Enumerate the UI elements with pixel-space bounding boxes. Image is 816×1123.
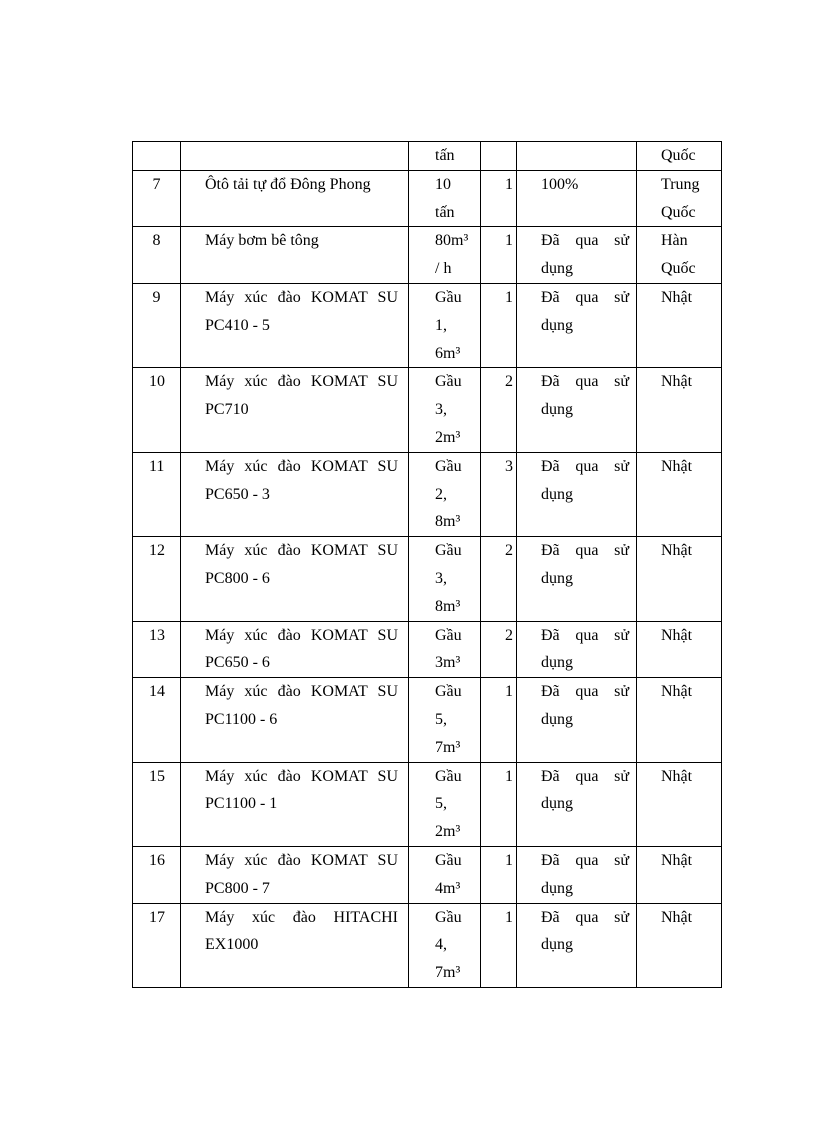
origin-cell: Nhật bbox=[637, 283, 722, 367]
equipment-name-cell: Máy bơm bê tông bbox=[181, 227, 409, 284]
quantity-cell: 1 bbox=[481, 762, 517, 846]
equipment-name-cell: Máy xúc đào KOMAT SU PC1100 - 1 bbox=[181, 762, 409, 846]
origin-cell: Nhật bbox=[637, 678, 722, 762]
table-row bbox=[133, 903, 722, 987]
row-number-cell: 13 bbox=[133, 621, 181, 678]
spec-cell: Gầu 3, 8m³ bbox=[409, 537, 481, 621]
row-number-cell: 9 bbox=[133, 283, 181, 367]
spec-cell: Gầu 4m³ bbox=[409, 846, 481, 903]
origin-cell: Nhật bbox=[637, 452, 722, 536]
row-number-cell: 17 bbox=[133, 903, 181, 987]
status-cell: Đã qua sử dụng bbox=[517, 283, 637, 367]
quantity-cell: 1 bbox=[481, 283, 517, 367]
row-number-cell: 15 bbox=[133, 762, 181, 846]
table-row bbox=[133, 283, 722, 367]
spec-cell: tấn bbox=[409, 142, 481, 171]
spec-cell: Gầu 5, 2m³ bbox=[409, 762, 481, 846]
status-cell: Đã qua sử dụng bbox=[517, 452, 637, 536]
quantity-cell: 1 bbox=[481, 170, 517, 227]
origin-cell: Hàn Quốc bbox=[637, 227, 722, 284]
table-row bbox=[133, 227, 722, 284]
table-row bbox=[133, 537, 722, 621]
equipment-name-cell: Ôtô tải tự đổ Đông Phong bbox=[181, 170, 409, 227]
row-number-cell: 8 bbox=[133, 227, 181, 284]
quantity-cell: 1 bbox=[481, 903, 517, 987]
origin-cell: Nhật bbox=[637, 368, 722, 452]
table-row bbox=[133, 846, 722, 903]
spec-cell: 80m³ / h bbox=[409, 227, 481, 284]
origin-cell: Quốc bbox=[637, 142, 722, 171]
spec-cell: 10 tấn bbox=[409, 170, 481, 227]
equipment-name-cell: Máy xúc đào KOMAT SU PC650 - 3 bbox=[181, 452, 409, 536]
quantity-cell: 2 bbox=[481, 621, 517, 678]
row-number-cell: 14 bbox=[133, 678, 181, 762]
equipment-name-cell bbox=[181, 142, 409, 171]
equipment-name-cell: Máy xúc đào KOMAT SU PC410 - 5 bbox=[181, 283, 409, 367]
table-row bbox=[133, 621, 722, 678]
quantity-cell: 1 bbox=[481, 846, 517, 903]
equipment-name-cell: Máy xúc đào KOMAT SU PC710 bbox=[181, 368, 409, 452]
spec-cell: Gầu 1, 6m³ bbox=[409, 283, 481, 367]
quantity-cell: 1 bbox=[481, 227, 517, 284]
status-cell: Đã qua sử dụng bbox=[517, 903, 637, 987]
equipment-table-body bbox=[133, 142, 722, 988]
spec-cell: Gầu 3, 2m³ bbox=[409, 368, 481, 452]
status-cell: 100% bbox=[517, 170, 637, 227]
table-row bbox=[133, 762, 722, 846]
equipment-name-cell: Máy xúc đào HITACHI EX1000 bbox=[181, 903, 409, 987]
table-row bbox=[133, 678, 722, 762]
origin-cell: Nhật bbox=[637, 846, 722, 903]
equipment-name-cell: Máy xúc đào KOMAT SU PC1100 - 6 bbox=[181, 678, 409, 762]
quantity-cell: 3 bbox=[481, 452, 517, 536]
table-row bbox=[133, 170, 722, 227]
quantity-cell bbox=[481, 142, 517, 171]
origin-cell: Nhật bbox=[637, 762, 722, 846]
equipment-name-cell: Máy xúc đào KOMAT SU PC650 - 6 bbox=[181, 621, 409, 678]
equipment-name-cell: Máy xúc đào KOMAT SU PC800 - 7 bbox=[181, 846, 409, 903]
status-cell: Đã qua sử dụng bbox=[517, 678, 637, 762]
row-number-cell bbox=[133, 142, 181, 171]
origin-cell: Nhật bbox=[637, 537, 722, 621]
equipment-name-cell: Máy xúc đào KOMAT SU PC800 - 6 bbox=[181, 537, 409, 621]
quantity-cell: 1 bbox=[481, 678, 517, 762]
equipment-table bbox=[132, 141, 722, 988]
origin-cell: Nhật bbox=[637, 621, 722, 678]
origin-cell: Nhật bbox=[637, 903, 722, 987]
status-cell: Đã qua sử dụng bbox=[517, 537, 637, 621]
status-cell: Đã qua sử dụng bbox=[517, 621, 637, 678]
quantity-cell: 2 bbox=[481, 537, 517, 621]
row-number-cell: 11 bbox=[133, 452, 181, 536]
table-row bbox=[133, 368, 722, 452]
row-number-cell: 7 bbox=[133, 170, 181, 227]
spec-cell: Gầu 4, 7m³ bbox=[409, 903, 481, 987]
table-row bbox=[133, 142, 722, 171]
quantity-cell: 2 bbox=[481, 368, 517, 452]
status-cell bbox=[517, 142, 637, 171]
spec-cell: Gầu 5, 7m³ bbox=[409, 678, 481, 762]
spec-cell: Gầu 2, 8m³ bbox=[409, 452, 481, 536]
spec-cell: Gầu 3m³ bbox=[409, 621, 481, 678]
status-cell: Đã qua sử dụng bbox=[517, 762, 637, 846]
status-cell: Đã qua sử dụng bbox=[517, 227, 637, 284]
status-cell: Đã qua sử dụng bbox=[517, 368, 637, 452]
row-number-cell: 12 bbox=[133, 537, 181, 621]
origin-cell: Trung Quốc bbox=[637, 170, 722, 227]
table-row bbox=[133, 452, 722, 536]
status-cell: Đã qua sử dụng bbox=[517, 846, 637, 903]
row-number-cell: 16 bbox=[133, 846, 181, 903]
row-number-cell: 10 bbox=[133, 368, 181, 452]
